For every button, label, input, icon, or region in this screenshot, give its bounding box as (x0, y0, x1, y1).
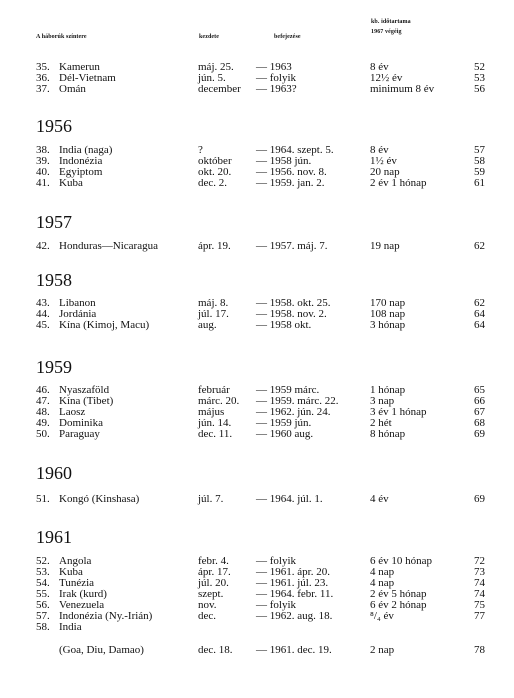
cell-num: 39. (36, 155, 50, 167)
cell-end: — 1958. okt. 25. (256, 297, 331, 309)
cell-page: 73 (474, 566, 485, 578)
cell-country: Dominika (59, 417, 103, 429)
cell-duration: 2 év 5 hónap (370, 588, 427, 600)
cell-country: Angola (59, 555, 92, 567)
cell-start: dec. 2. (198, 177, 228, 189)
cell-start: máj. 25. (198, 61, 234, 73)
cell-num: 47. (36, 395, 50, 407)
cell-country: Kuba (59, 566, 83, 578)
cell-num: 56. (36, 599, 50, 611)
cell-start: ? (198, 144, 203, 156)
cell-page: 59 (474, 166, 485, 178)
cell-country: India (59, 621, 82, 633)
cell-end: — 1964. febr. 11. (256, 588, 334, 600)
cell-duration: 170 nap (370, 297, 406, 309)
header-duration-line1: kb. időtartama (371, 19, 411, 25)
cell-duration: 2 nap (370, 644, 395, 656)
header-start: kezdete (199, 34, 220, 40)
table-row (0, 429, 514, 440)
cell-end: — 1963 (256, 61, 292, 73)
cell-start: október (198, 155, 232, 167)
cell-page: 72 (474, 555, 485, 567)
cell-page: 62 (474, 240, 485, 252)
cell-duration: minimum 8 év (370, 83, 435, 95)
cell-end: — 1962. aug. 18. (256, 610, 333, 622)
cell-start: ápr. 17. (198, 566, 231, 578)
cell-duration: 3 hónap (370, 319, 406, 331)
cell-num: 35. (36, 61, 50, 73)
cell-duration: 4 nap (370, 566, 395, 578)
table-row (0, 178, 514, 189)
cell-start: máj. 8. (198, 297, 229, 309)
cell-duration: 3 nap (370, 395, 395, 407)
cell-num: 43. (36, 297, 50, 309)
cell-country: Kuba (59, 177, 83, 189)
year-heading: 1960 (36, 463, 72, 483)
cell-duration: 19 nap (370, 240, 400, 252)
cell-num: 37. (36, 83, 50, 95)
cell-end: — 1962. jún. 24. (256, 406, 331, 418)
cell-start: dec. (198, 610, 217, 622)
cell-end: — 1961. dec. 19. (256, 644, 332, 656)
year-heading: 1956 (36, 116, 72, 136)
cell-page: 53 (474, 72, 485, 84)
cell-end: — 1961. júl. 23. (256, 577, 329, 589)
cell-page: 68 (474, 417, 485, 429)
cell-num: 58. (36, 621, 50, 633)
cell-end: — 1959. márc. 22. (256, 395, 339, 407)
cell-duration: 20 nap (370, 166, 400, 178)
cell-end: — folyik (256, 72, 297, 84)
cell-start: ápr. 19. (198, 240, 231, 252)
table-row (0, 320, 514, 331)
table-row (0, 494, 514, 505)
cell-end: — 1961. ápr. 20. (256, 566, 330, 578)
cell-num: 54. (36, 577, 50, 589)
cell-end: — 1960 aug. (256, 428, 314, 440)
cell-duration: 2 hét (370, 417, 392, 429)
cell-country: Nyaszaföld (59, 384, 110, 396)
cell-duration: 8 év (370, 61, 389, 73)
cell-country: Laosz (59, 406, 86, 418)
cell-duration: 4 nap (370, 577, 395, 589)
cell-start: dec. 18. (198, 644, 233, 656)
cell-start: szept. (198, 588, 224, 600)
cell-duration: 6 év 10 hónap (370, 555, 433, 567)
cell-start: május (198, 406, 225, 418)
cell-page: 74 (474, 577, 485, 589)
year-heading: 1958 (36, 270, 72, 290)
cell-duration: 3 év 1 hónap (370, 406, 427, 418)
cell-start: február (198, 384, 230, 396)
cell-end: — 1959. jan. 2. (256, 177, 325, 189)
cell-num: 55. (36, 588, 50, 600)
cell-end: — 1963? (256, 83, 297, 95)
cell-start: nov. (198, 599, 217, 611)
cell-country: India (naga) (59, 144, 113, 156)
cell-start: jún. 14. (198, 417, 232, 429)
year-heading: 1961 (36, 527, 72, 547)
cell-start: júl. 17. (198, 308, 229, 320)
cell-page: 78 (474, 644, 485, 656)
cell-num: 46. (36, 384, 50, 396)
cell-country: Kína (Tibet) (59, 395, 114, 407)
cell-start: aug. (198, 319, 217, 331)
cell-duration: 6 év 2 hónap (370, 599, 427, 611)
cell-num: 52. (36, 555, 50, 567)
cell-start: márc. 20. (198, 395, 240, 407)
cell-end: — folyik (256, 599, 297, 611)
header-duration-line2: 1967 végéig (371, 29, 402, 35)
cell-num: 57. (36, 610, 50, 622)
cell-num: 45. (36, 319, 50, 331)
cell-duration: 4 év (370, 493, 389, 505)
cell-duration: 1 hónap (370, 384, 406, 396)
cell-page: 62 (474, 297, 485, 309)
cell-num: 42. (36, 240, 50, 252)
cell-end: — 1958 jún. (256, 155, 312, 167)
cell-page: 57 (474, 144, 485, 156)
cell-page: 61 (474, 177, 485, 189)
cell-country: Honduras—Nicaragua (59, 240, 158, 252)
cell-page: 56 (474, 83, 485, 95)
cell-duration: 8 hónap (370, 428, 406, 440)
header-end: befejezése (274, 34, 301, 40)
cell-end: — 1964. szept. 5. (256, 144, 334, 156)
cell-country: Indonézia (Ny.-Irián) (59, 610, 153, 622)
cell-start: december (198, 83, 241, 95)
cell-duration: 12½ év (370, 72, 403, 84)
cell-page: 77 (474, 610, 485, 622)
cell-num: 50. (36, 428, 50, 440)
cell-end: — 1959 jún. (256, 417, 312, 429)
cell-country: Paraguay (59, 428, 100, 440)
cell-country: Egyiptom (59, 166, 103, 178)
cell-start: júl. 20. (198, 577, 229, 589)
cell-num: 51. (36, 493, 50, 505)
cell-start: júl. 7. (198, 493, 224, 505)
cell-page: 58 (474, 155, 485, 167)
cell-country: Kína (Kimoj, Macu) (59, 319, 150, 331)
cell-page: 66 (474, 395, 485, 407)
cell-page: 64 (474, 308, 485, 320)
cell-country: Dél-Vietnam (59, 72, 116, 84)
table-row (0, 84, 514, 95)
cell-country: Irak (kurd) (59, 588, 107, 600)
year-heading: 1959 (36, 357, 72, 377)
cell-country: Kongó (Kinshasa) (59, 493, 140, 505)
cell-page: 75 (474, 599, 485, 611)
cell-start: dec. 11. (198, 428, 233, 440)
cell-country: Kamerun (59, 61, 100, 73)
cell-end: — 1958. nov. 2. (256, 308, 327, 320)
cell-num: 48. (36, 406, 50, 418)
cell-page: 74 (474, 588, 485, 600)
cell-country: Omán (59, 83, 86, 95)
cell-country: Indonézia (59, 155, 103, 167)
cell-num: 40. (36, 166, 50, 178)
cell-country: (Goa, Diu, Damao) (59, 644, 144, 656)
cell-num: 41. (36, 177, 50, 189)
table-row (0, 645, 514, 656)
cell-start: okt. 20. (198, 166, 232, 178)
cell-duration: 108 nap (370, 308, 406, 320)
cell-num: 49. (36, 417, 50, 429)
cell-page: 69 (474, 493, 485, 505)
cell-duration: 1½ év (370, 155, 397, 167)
cell-end: — 1958 okt. (256, 319, 312, 331)
cell-duration: 8 év (370, 144, 389, 156)
cell-page: 64 (474, 319, 485, 331)
cell-end: — 1956. nov. 8. (256, 166, 327, 178)
header-country: A háborúk színtere (36, 34, 87, 40)
cell-duration: ⁸/₄ év (370, 610, 394, 622)
cell-num: 53. (36, 566, 50, 578)
cell-country: Tunézia (59, 577, 95, 589)
cell-start: febr. 4. (198, 555, 229, 567)
cell-duration: 2 év 1 hónap (370, 177, 427, 189)
cell-end: — 1957. máj. 7. (256, 240, 328, 252)
cell-end: — folyik (256, 555, 297, 567)
cell-num: 36. (36, 72, 50, 84)
cell-page: 52 (474, 61, 485, 73)
cell-country: Libanon (59, 297, 96, 309)
cell-end: — 1964. júl. 1. (256, 493, 323, 505)
year-heading: 1957 (36, 212, 72, 232)
cell-country: Jordánia (59, 308, 97, 320)
cell-start: jún. 5. (198, 72, 226, 84)
cell-page: 67 (474, 406, 485, 418)
cell-num: 44. (36, 308, 50, 320)
cell-country: Venezuela (59, 599, 105, 611)
cell-page: 65 (474, 384, 485, 396)
cell-page: 69 (474, 428, 485, 440)
cell-end: — 1959 márc. (256, 384, 320, 396)
table-row (0, 241, 514, 252)
table-row (0, 622, 514, 633)
cell-num: 38. (36, 144, 50, 156)
